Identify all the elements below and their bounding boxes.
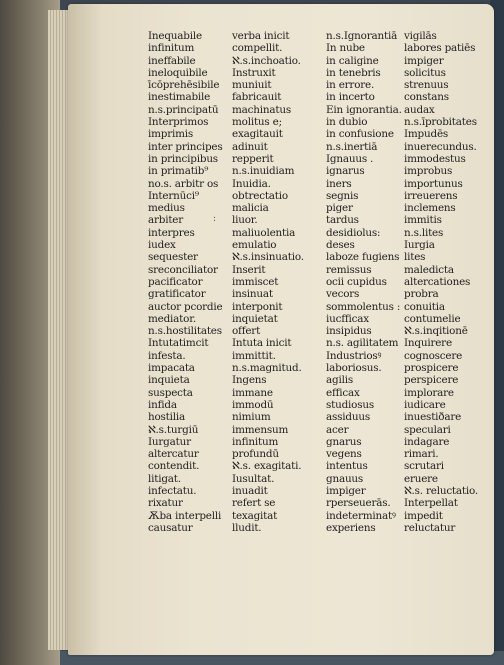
word-entry: indagare [404,435,450,448]
word-entry: remissus [326,263,372,276]
word-entry: gnarus [326,435,362,448]
word-entry: eruere [404,472,438,485]
word-entry: n.s.inuidiam [232,165,295,178]
word-entry: exagitauit [232,128,283,141]
word-entry: Inuidia. [232,177,271,190]
word-entry: pacificator [148,275,203,288]
word-entry: mediator. [148,312,196,325]
word-entry: imprimis [148,128,194,141]
word-entry: irreuerens [404,189,458,202]
word-entry: interpres [148,226,195,239]
word-entry: liuor. [232,214,258,227]
word-entry: infesta. [148,349,186,362]
word-entry: inestimabile [148,91,211,104]
word-entry: n.s.lites [404,226,444,239]
word-entry: gratificator [148,288,206,301]
word-entry: immiscet [232,275,279,288]
word-entry: n.s.Ignorantiā [326,30,398,42]
word-entry: immitis [404,214,442,227]
word-entry: adinuit [232,140,268,153]
word-entry: fabricauit [232,91,282,104]
word-entry: Iusultat. [232,472,275,485]
word-entry: inuadit [232,484,268,497]
word-entry: scrutari [404,460,444,473]
word-entry: Industriosꝰ [326,349,382,362]
word-entry: in principibus [148,152,218,165]
word-entry: n.s. agilitatem [326,337,399,350]
word-entry: cognoscere [404,349,463,362]
word-entry: ineloquibile [148,66,208,79]
word-entry: Ingens [232,374,267,387]
word-entry: speculari [404,423,451,436]
word-entry: sommolentus : [326,300,401,313]
word-entry: tardus [326,214,359,227]
word-entry: lites [404,251,426,264]
word-entry: altercationes [404,275,471,288]
word-entry: impacata [148,362,195,375]
margin-mark: : [213,214,217,224]
column-2 [232,30,304,534]
word-entry: immane [232,386,273,399]
word-entry: Inquirere [404,337,452,350]
word-entry: Interpellat [404,497,458,510]
word-entry: immensum [232,423,289,436]
word-entry: infectatu. [148,484,197,497]
word-entry: rixatur [148,497,183,510]
word-entry: inuerecundus. [404,140,477,153]
word-entry: acer [326,423,349,436]
word-entry: probra [404,288,439,301]
word-entry: arbiter [148,214,184,227]
word-entry: ℵ.s. exagitati. [232,460,302,473]
word-entry: assiduus [326,411,370,424]
word-entry: Instruxit [232,66,276,79]
word-entry: Interprimos [148,116,209,129]
word-entry: Iurgia [404,239,435,252]
word-entry: Ѫba interpelli [148,509,222,522]
word-entry: immodū [232,398,274,411]
word-entry: immodestus [404,152,466,165]
word-entry: in caligine [326,54,379,67]
word-entry: litigat. [148,472,181,485]
word-entry: infida [148,398,177,411]
word-entry: ocii cupidus [326,275,387,288]
word-entry: indeterminatꝰ [326,509,396,522]
word-entry: Iurgatur [148,435,191,448]
word-entry: laboze fugiens [326,251,400,264]
word-entry: prospicere [404,362,459,375]
word-entry: Ein ignorantia. [326,103,402,116]
word-entry: Internūci⁹ [148,189,199,202]
word-entry: refert se [232,497,276,510]
word-entry: profundū [232,448,279,461]
word-entry: hostilia [148,411,186,424]
word-entry: Impudēs [404,128,449,141]
word-entry: ℵ.s.turgiū [148,423,199,436]
word-entry: no.s. arbitr os [148,177,219,190]
word-entry: strenuus [404,79,449,92]
word-entry: maliuolentia [232,226,296,239]
word-entry: vegens [326,448,362,461]
word-entry: n.s.īprobitates [404,116,477,129]
word-entry: laboriosus. [326,362,382,375]
word-entry: compellit. [232,42,283,55]
word-entry: in confusione [326,128,394,141]
word-entry: audax [404,103,435,116]
word-entry: in dubio [326,116,368,129]
word-entry: impiger [326,484,366,497]
word-entry: Inequabile [148,30,202,42]
word-entry: rimari. [404,448,439,461]
word-entry: gnauus [326,472,364,485]
word-entry: texagitat [232,509,278,522]
word-entry: segnis [326,189,359,202]
word-entry: studiosus [326,398,374,411]
word-entry: infinitum [232,435,279,448]
word-entry: insinuat [232,288,273,301]
word-entry: experiens [326,521,376,534]
word-entry: immittit. [232,349,276,362]
word-entry: labores patiēs [404,42,476,55]
word-entry: iudicare [404,398,446,411]
word-entry: malicia [232,202,269,215]
word-entry: Inserit [232,263,266,276]
word-entry: contendit. [148,460,200,473]
word-entry: iudex [148,239,176,252]
word-entry: sequester [148,251,198,264]
word-entry: ℵ.s.inqitionē [404,325,468,338]
word-entry: ineffabile [148,54,196,67]
word-entry: in incerto [326,91,375,104]
word-entry: iners [326,177,352,190]
word-entry: n.s.magnitud. [232,362,302,375]
word-entry: desidiolus: [326,226,381,239]
word-entry: insipidus [326,325,372,338]
word-entry: auctor pcordie [148,300,223,313]
word-entry: solicitus [404,66,446,79]
word-entry: implorare [404,386,454,399]
column-3 [326,30,402,534]
word-entry: improbus [404,165,453,178]
word-entry: impedit [404,509,443,522]
word-entry: sreconciliator [148,263,218,276]
word-entry: agilis [326,374,353,387]
word-entry: Intutatimcit [148,337,209,350]
word-entry: interponit [232,300,283,313]
word-entry: inter principes [148,140,223,153]
word-entry: in errore. [326,79,375,92]
word-entry: infinitum [148,42,195,55]
word-entry: Intuta inicit [232,337,292,350]
word-entry: verba inicit [232,30,290,42]
word-entry: emulatio [232,239,277,252]
word-entry: inquieta [148,374,190,387]
word-entry: maledicta [404,263,454,276]
word-entry: n.s.hostilitates [148,325,222,338]
word-entry: offert [232,325,261,338]
word-entry: efficax [326,386,360,399]
word-entry: rperseuerās. [326,497,391,510]
word-entry: repperit [232,152,274,165]
word-entry: muniuit [232,79,272,92]
word-entry: in primatib⁹ [148,165,209,178]
word-entry: conuitia [404,300,445,313]
word-entry: constans [404,91,449,104]
word-entry: In nube [326,42,365,55]
word-entry: ℵ.s.insinuatio. [232,251,304,264]
word-entry: ignarus [326,165,365,178]
word-entry: Ignauus . [326,152,374,165]
word-entry: importunus [404,177,463,190]
word-entry: machinatus [232,103,291,116]
word-entry: intentus [326,460,368,473]
word-entry: iucfficax [326,312,369,325]
word-entry: impiger [404,54,444,67]
word-entry: vigilās [404,30,437,42]
word-entry: lludit. [232,521,262,534]
word-entry: īcōprehēsibile [148,79,220,92]
word-entry: suspecta [148,386,193,399]
word-entry: causatur [148,521,193,534]
word-entry: ℵ.s.inchoatio. [232,54,301,67]
word-entry: medius [148,202,185,215]
word-entry: vecors [326,288,360,301]
word-entry: inquietat [232,312,278,325]
word-entry: ℵ.s. reluctatio. [404,484,478,497]
word-entry: n.s.inertiā [326,140,378,153]
word-entry: reluctatur [404,521,456,534]
word-entry: perspicere [404,374,459,387]
column-4 [404,30,478,534]
word-entry: n.s.principatū [148,103,219,116]
word-entry: inuestiðare [404,411,462,424]
word-entry: contumelie [404,312,461,325]
word-entry: molitus e; [232,116,282,129]
word-entry: nimium [232,411,271,424]
word-entry: deses [326,239,355,252]
word-entry: inclemens [404,202,456,215]
word-entry: piger [326,202,353,215]
word-entry: altercatur [148,448,199,461]
word-entry: obtrectatio [232,189,288,202]
word-entry: in tenebris [326,66,381,79]
column-1 [148,30,223,534]
